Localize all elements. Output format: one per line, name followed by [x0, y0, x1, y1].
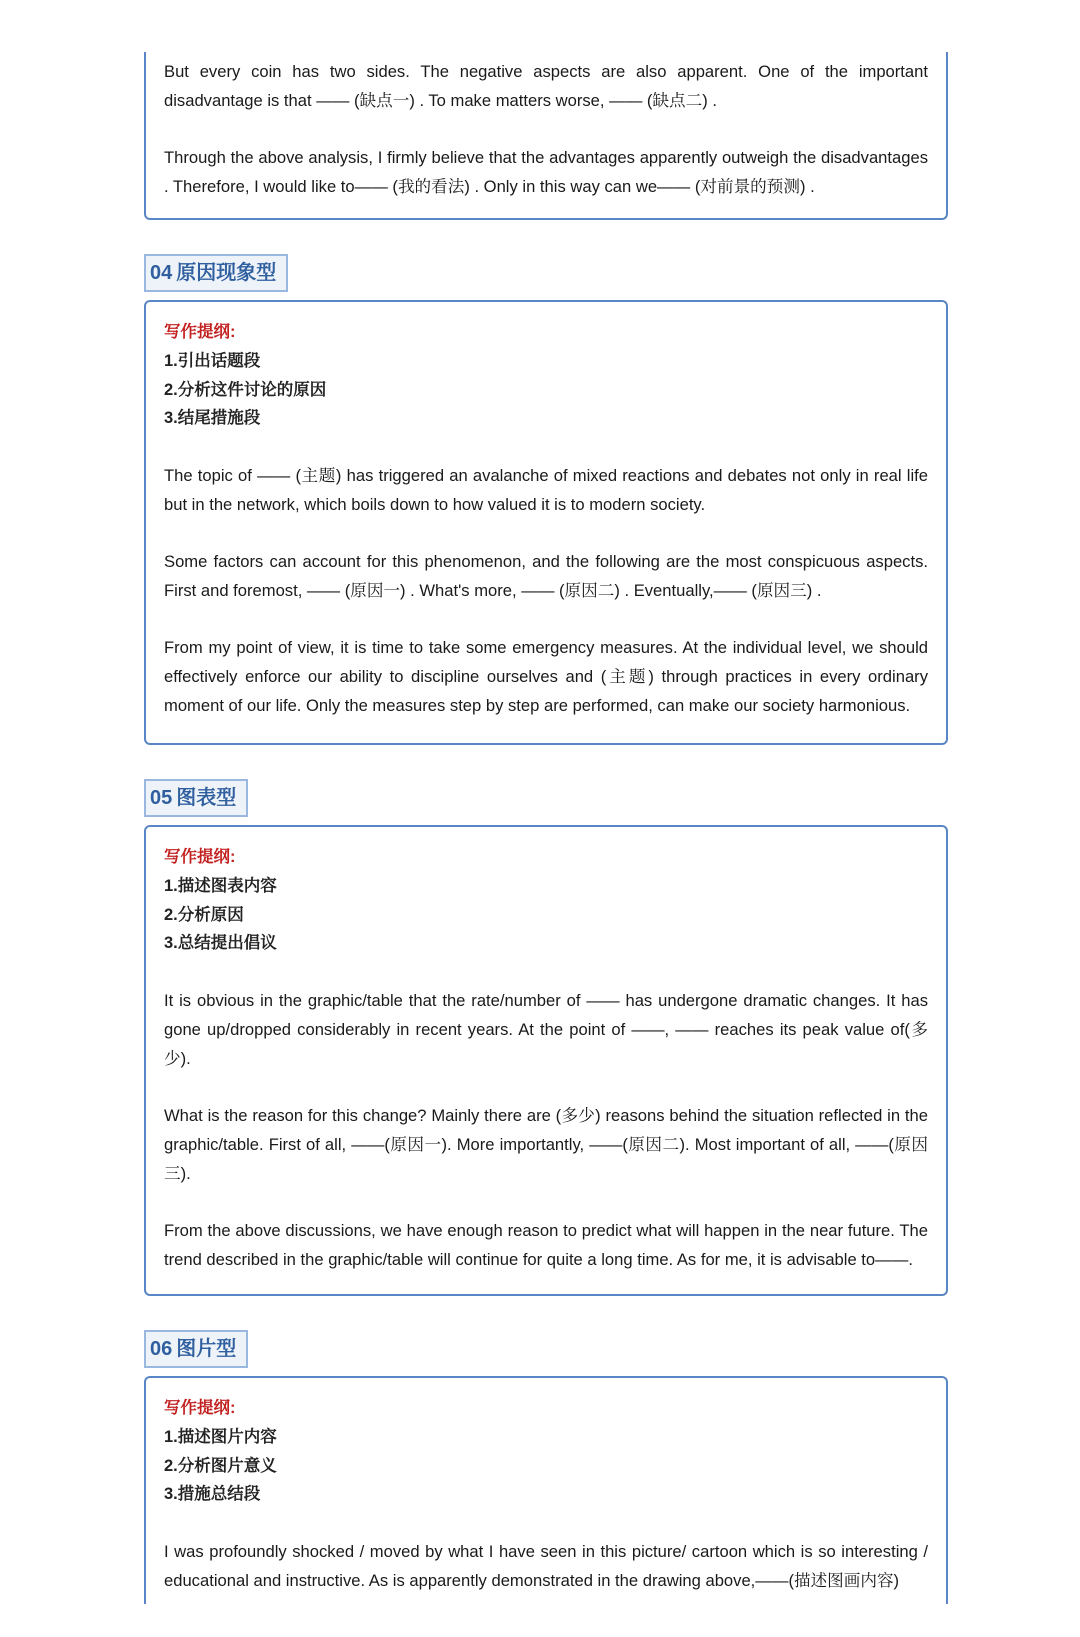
section-04-box — [144, 300, 948, 745]
paragraph: From my point of view, it is time to take some emergency measures. At the individual level, we should effectively enforce our ability to discipline ourselves and (主题) through practices in every ordinary moment of our life. Only the measures step by step are performed, can make our society harmonious. — [164, 637, 928, 715]
paragraph: I was profoundly shocked / moved by what I have seen in this picture/ cartoon which is so interesting / educational and instructive. As is apparently demonstrated in the drawing above,——(描述图画内容) — [164, 1541, 928, 1590]
section-title: 图表型 — [176, 787, 237, 809]
section-top-box — [144, 52, 948, 220]
outline-item: 2.分析图片意义 — [164, 1456, 277, 1475]
outline-title: 写作提纲: — [164, 323, 236, 341]
section-06-tag — [144, 1330, 248, 1368]
paragraph: But every coin has two sides. The negative aspects are also apparent. One of the important disadvantage is that —— (缺点一) . To make matters worse, —— (缺点二) . — [164, 62, 928, 110]
outline-item: 3.总结提出倡议 — [164, 934, 277, 952]
outline-title: 写作提纲: — [164, 848, 236, 866]
paragraph: Through the above analysis, I firmly believe that the advantages apparently outweigh the disadvantages . Therefore, I would like to—— (我的看法) . Only in this way can we—— (对前景的预测) . — [164, 148, 928, 196]
outline-item: 3.结尾措施段 — [164, 409, 261, 427]
section-title: 图片型 — [176, 1338, 237, 1360]
outline — [164, 1394, 928, 1509]
paragraph: The topic of —— (主题) has triggered an avalanche of mixed reactions and debates not only in real life but in the network, which boils down to how valued it is to modern society. — [164, 465, 928, 514]
paragraph: What is the reason for this change? Mainly there are (多少) reasons behind the situation reflected in the graphic/table. First of all, ——(原因一). More importantly, ——(原因二). Most important of all, ——(原因三). — [164, 1105, 928, 1183]
section-title: 原因现象型 — [176, 262, 277, 284]
paragraph: From the above discussions, we have enough reason to predict what will happen in the near future. The trend described in the graphic/table will continue for quite a long time. As for me, it is advisable to——. — [164, 1220, 928, 1269]
outline-item: 1.描述图表内容 — [164, 877, 277, 895]
section-05-tag — [144, 779, 248, 817]
outline-item: 1.描述图片内容 — [164, 1428, 277, 1446]
section-06-box — [144, 1376, 948, 1604]
section-number: 05 — [150, 787, 173, 809]
section-04-tag — [144, 254, 288, 292]
outline-item: 3.措施总结段 — [164, 1485, 261, 1503]
outline-title: 写作提纲: — [164, 1399, 236, 1417]
section-number: 04 — [150, 262, 173, 284]
outline — [164, 843, 928, 958]
outline — [164, 318, 928, 433]
outline-item: 1.引出话题段 — [164, 352, 261, 370]
outline-item: 2.分析这件讨论的原因 — [164, 380, 327, 399]
paragraph: It is obvious in the graphic/table that the rate/number of —— has undergone dramatic changes. It has gone up/dropped considerably in recent years. At the point of ——, —— reaches its peak value of(多少). — [164, 990, 928, 1068]
paragraph: Some factors can account for this phenomenon, and the following are the most conspicuous aspects. First and foremost, —— (原因一) . What's more, —— (原因二) . Eventually,—— (原因三) . — [164, 551, 928, 600]
section-05-box — [144, 825, 948, 1296]
section-number: 06 — [150, 1338, 173, 1360]
outline-item: 2.分析原因 — [164, 905, 244, 924]
